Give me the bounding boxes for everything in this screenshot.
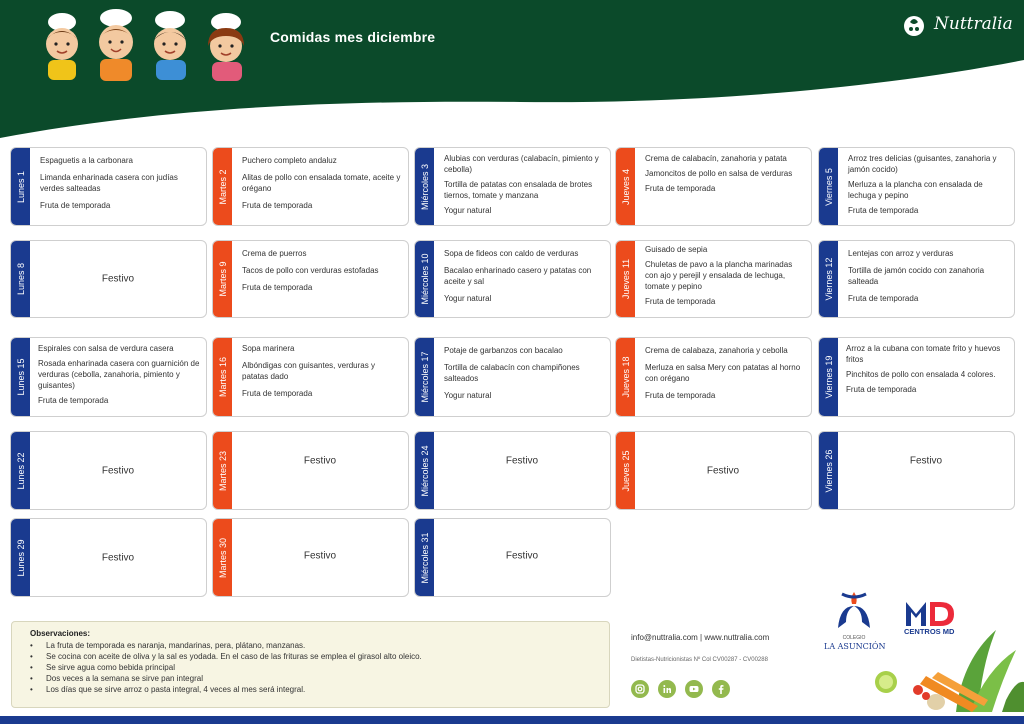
festivo-label: Festivo — [303, 550, 337, 562]
day-card-martes-9 — [212, 240, 409, 318]
day-card-lunes-8 — [10, 240, 207, 318]
festivo-label: Festivo — [101, 552, 135, 563]
day-tab: Lunes 15 — [11, 338, 30, 416]
menu-item: Fruta de temporada — [645, 297, 716, 306]
day-tab: Viernes 12 — [819, 241, 838, 317]
colegio-label: COLEGIO — [842, 635, 866, 641]
menu-item: Guisado de sepia — [645, 245, 708, 254]
menu-item: Fruta de temporada — [242, 283, 313, 292]
day-tab: Lunes 1 — [11, 148, 30, 225]
menu-list — [38, 343, 200, 412]
menu-list — [645, 153, 805, 200]
menu-item: Fruta de temporada — [242, 389, 313, 398]
day-card-jueves-18 — [615, 337, 812, 417]
day-tab: Jueves 25 — [616, 432, 635, 509]
day-tab: Miércoles 17 — [415, 338, 434, 416]
menu-list — [242, 248, 402, 299]
menu-item: Puchero completo andaluz — [242, 156, 337, 165]
day-card-lunes-29 — [10, 518, 207, 597]
observation-item: • Se sirve agua como bebida principal — [30, 662, 591, 673]
menu-list — [645, 345, 805, 407]
menu-item: Alubias con verduras (calabacín, pimiento y cebolla) — [444, 154, 599, 174]
page-title: Comidas mes diciembre — [270, 29, 436, 45]
menu-item: Pinchitos de pollo con ensalada 4 colores. — [846, 370, 996, 379]
menu-item: Merluza a la plancha con ensalada de lechuga y pepino — [848, 180, 983, 200]
menu-item: Sopa de fideos con caldo de verduras — [444, 249, 579, 258]
day-card-martes-2 — [212, 147, 409, 226]
day-card-viernes-19 — [818, 337, 1015, 417]
menu-item: Jamoncitos de pollo en salsa de verduras — [645, 169, 793, 178]
contact-line[interactable]: info@nuttralia.com | www.nuttralia.com — [631, 633, 770, 642]
menu-item: Tortilla de calabacín con champiñones salteados — [444, 363, 580, 383]
menu-item: Alitas de pollo con ensalada tomate, aceite y orégano — [242, 173, 401, 193]
day-tab: Viernes 5 — [819, 148, 838, 225]
menu-list — [40, 155, 200, 217]
menu-list — [848, 153, 1008, 222]
day-card-miercoles-3 — [414, 147, 611, 226]
day-card-miercoles-17 — [414, 337, 611, 417]
dietistas-registration: Dietistas-Nutricionistas Nº Col CV00287 - CV00288 — [631, 657, 768, 663]
day-card-miercoles-24 — [414, 431, 611, 510]
menu-item: Fruta de temporada — [848, 206, 919, 215]
menu-item: Fruta de temporada — [38, 396, 109, 405]
day-card-jueves-25 — [615, 431, 812, 510]
menu-item: Crema de calabaza, zanahoria y cebolla — [645, 346, 788, 355]
menu-list — [645, 244, 805, 313]
menu-item: Fruta de temporada — [848, 294, 919, 303]
day-tab: Viernes 19 — [819, 338, 838, 416]
day-card-viernes-5 — [818, 147, 1015, 226]
menu-item: Bacalao enharinado casero y patatas con aceite y sal — [444, 266, 592, 286]
menu-item: Fruta de temporada — [242, 201, 313, 210]
day-tab: Jueves 18 — [616, 338, 635, 416]
day-tab: Martes 16 — [213, 338, 232, 416]
observation-item: • Los días que se sirve arroz o pasta integral, 4 veces al mes será integral. — [30, 684, 591, 695]
menu-item: Tortilla de jamón cocido con zanahoria salteada — [848, 266, 985, 286]
menu-item: Tacos de pollo con verduras estofadas — [242, 266, 379, 275]
day-card-viernes-12 — [818, 240, 1015, 318]
menu-item: Arroz a la cubana con tomate frito y huevos fritos — [846, 344, 1001, 364]
observations-title: Observaciones: — [30, 629, 91, 638]
observations-box — [11, 621, 610, 708]
menu-list — [444, 153, 604, 222]
day-card-lunes-15 — [10, 337, 207, 417]
festivo-label: Festivo — [909, 455, 943, 467]
bottom-bar — [0, 716, 1024, 724]
festivo-label: Festivo — [505, 455, 539, 467]
menu-item: Yogur natural — [444, 391, 492, 400]
menu-list — [848, 248, 1008, 310]
linkedin-icon[interactable] — [658, 680, 676, 698]
day-tab: Lunes 29 — [11, 519, 30, 596]
observation-item: • Dos veces a la semana se sirve pan integral — [30, 673, 591, 684]
menu-item: Espirales con salsa de verdura casera — [38, 344, 174, 353]
day-card-martes-23 — [212, 431, 409, 510]
festivo-label: Festivo — [303, 455, 337, 467]
menu-list — [242, 155, 402, 217]
menu-item: Potaje de garbanzos con bacalao — [444, 346, 563, 355]
menu-item: Fruta de temporada — [645, 184, 716, 193]
menu-item: Limanda enharinada casera con judías verdes salteadas — [40, 173, 178, 193]
day-card-viernes-26 — [818, 431, 1015, 510]
menu-list — [242, 343, 402, 405]
menu-list — [444, 345, 604, 407]
day-card-martes-30 — [212, 518, 409, 597]
day-tab: Martes 23 — [213, 432, 232, 509]
menu-item: Rosada enharinada casera con guarnición de verduras (cebolla, zanahoria, pimiento y guisantes) — [38, 359, 200, 390]
festivo-label: Festivo — [505, 550, 539, 562]
kids-chefs-illustration — [36, 8, 256, 86]
menu-item: Fruta de temporada — [645, 391, 716, 400]
header-banner — [0, 0, 1024, 140]
festivo-label: Festivo — [101, 465, 135, 476]
menu-item: Crema de puerros — [242, 249, 307, 258]
menu-item: Sopa marinera — [242, 344, 295, 353]
menu-item: Chuletas de pavo a la plancha marinadas con ajo y perejil y ensalada de lechuga, tomate y pepino — [645, 260, 793, 291]
day-tab: Lunes 8 — [11, 241, 30, 317]
menu-item: Yogur natural — [444, 294, 492, 303]
day-tab: Jueves 11 — [616, 241, 635, 317]
day-card-jueves-11 — [615, 240, 812, 318]
menu-item: Crema de calabacín, zanahoria y patata — [645, 154, 787, 163]
day-card-martes-16 — [212, 337, 409, 417]
brand-name: Nuttralia — [934, 14, 1013, 34]
observations-list — [30, 640, 591, 695]
menu-item: Arroz tres delicias (guisantes, zanahoria y jamón cocido) — [848, 154, 997, 174]
instagram-icon[interactable] — [631, 680, 649, 698]
menu-item: Merluza en salsa Mery con patatas al horno con orégano — [645, 363, 801, 383]
facebook-icon[interactable] — [712, 680, 730, 698]
day-tab: Jueves 4 — [616, 148, 635, 225]
centros-md-name: CENTROS MD — [904, 627, 955, 636]
day-tab: Martes 2 — [213, 148, 232, 225]
menu-list — [444, 248, 604, 310]
observation-item: • La fruta de temporada es naranja, mandarinas, pera, plátano, manzanas. — [30, 640, 591, 651]
day-card-lunes-22 — [10, 431, 207, 510]
day-tab: Martes 9 — [213, 241, 232, 317]
menu-item: Tortilla de patatas con ensalada de brotes tiernos, tomate y manzana — [444, 180, 593, 200]
observation-item: • Se cocina con aceite de oliva y la sal es yodada. En el caso de las frituras se emplea el girasol alto oleico. — [30, 651, 591, 662]
day-tab: Miércoles 31 — [415, 519, 434, 596]
menu-item: Albóndigas con guisantes, verduras y patatas dado — [242, 361, 375, 381]
menu-item: Espaguetis a la carbonara — [40, 156, 133, 165]
colegio-name: LA ASUNCIÓN — [824, 642, 886, 651]
day-tab: Miércoles 24 — [415, 432, 434, 509]
festivo-label: Festivo — [101, 273, 135, 285]
day-tab: Lunes 22 — [11, 432, 30, 509]
menu-item: Yogur natural — [444, 206, 492, 215]
festivo-label: Festivo — [706, 465, 740, 476]
youtube-icon[interactable] — [685, 680, 703, 698]
menu-item: Fruta de temporada — [40, 201, 111, 210]
day-tab: Viernes 26 — [819, 432, 838, 509]
menu-list — [846, 343, 1008, 401]
menu-item: Fruta de temporada — [846, 385, 917, 394]
day-tab: Miércoles 3 — [415, 148, 434, 225]
day-card-miercoles-10 — [414, 240, 611, 318]
day-card-lunes-1 — [10, 147, 207, 226]
vegetables-illustration — [866, 620, 1024, 712]
day-card-jueves-4 — [615, 147, 812, 226]
menu-item: Lentejas con arroz y verduras — [848, 249, 954, 258]
day-tab: Miércoles 10 — [415, 241, 434, 317]
day-card-miercoles-31 — [414, 518, 611, 597]
day-tab: Martes 30 — [213, 519, 232, 596]
